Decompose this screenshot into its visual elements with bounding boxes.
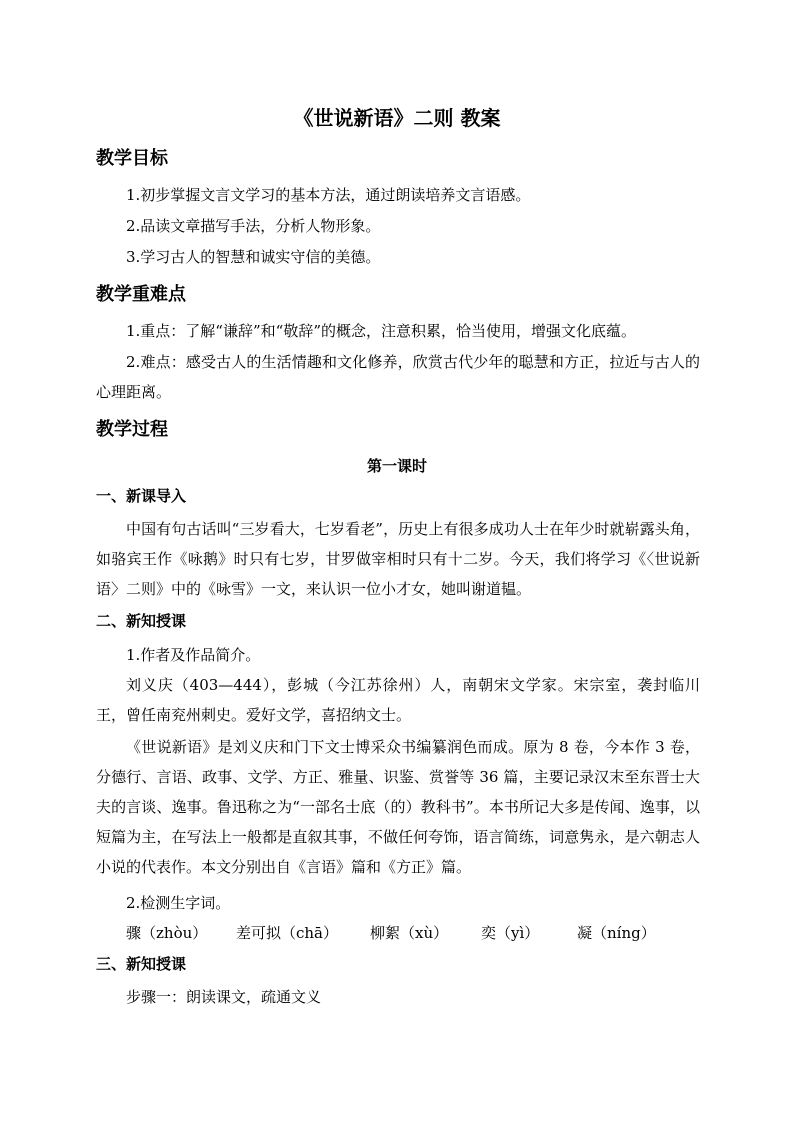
goal-item-2: 2.品读文章描写手法，分析人物形象。: [126, 217, 381, 235]
vocab-word: 柳絮（xù）: [370, 924, 449, 942]
process-heading: 教学过程: [96, 419, 168, 440]
section-heading-new-knowledge: 二、新知授课: [96, 612, 187, 630]
step-one: 步骤一：朗读课文，疏通文义: [126, 988, 322, 1006]
goal-item-1: 1.初步掌握文言文学习的基本方法，通过朗读培养文言语感。: [126, 186, 531, 204]
lesson-title: 第一课时: [366, 457, 427, 475]
vocab-word: 骤（zhòu）: [126, 924, 208, 942]
goal-item-3: 3.学习古人的智慧和诚实守信的美德。: [126, 248, 381, 266]
author-paragraph: 刘义庆（403—444），彭城（今江苏徐州）人，南朝宋文学家。宋宗室，袭封临川王，曾任南兖州刺史。爱好文学，喜招纳文士。: [96, 676, 700, 724]
goals-heading: 教学目标: [96, 148, 168, 169]
book-paragraph: 《世说新语》是刘义庆和门下文士博采众书编纂润色而成。原为 8 卷，今本作 3 卷，分德行、言语、政事、文学、方正、雅量、识鉴、赏誉等 36 篇，主要记录汉末至东晋士大夫的言谈、逸事。鲁迅称之为“一部名士底（的）教科书”。本书所记大多是传闻、逸事，以短篇为主，在写法上一般都是直叙其事，不做任何夸饰，语言简练，词意隽永，是六朝志人小说的代表作。本文分别出自《言语》篇和《方正》篇。: [96, 738, 700, 876]
section-heading-new-teaching: 三、新知授课: [96, 955, 187, 973]
author-intro-label: 1.作者及作品简介。: [126, 646, 261, 664]
vocab-label: 2.检测生字词。: [126, 894, 231, 912]
vocab-list: [126, 918, 686, 948]
key-point-1: 1.重点：了解“谦辞”和“敬辞”的概念，注意积累，恰当使用，增强文化底蕴。: [126, 322, 636, 340]
key-points-heading: 教学重难点: [96, 284, 186, 305]
intro-paragraph: 中国有句古话叫“三岁看大，七岁看老”，历史上有很多成功人士在年少时就崭露头角，如骆宾王作《咏鹅》时只有七岁，甘罗做宰相时只有十二岁。今天，我们将学习《〈世说新语〉二则》中的《咏雪》一文，来认识一位小才女，她叫谢道韫。: [96, 520, 700, 598]
section-heading-intro: 一、新课导入: [96, 487, 187, 505]
vocab-word: 差可拟（chā）: [236, 924, 339, 942]
vocab-word: 凝（níng）: [577, 924, 656, 942]
document-title: 《世说新语》二则 教案: [293, 106, 501, 130]
key-point-2: 2.难点：感受古人的生活情趣和文化修养，欣赏古代少年的聪慧和方正，拉近与古人的心理距离。: [96, 353, 700, 401]
vocab-word: 奕（yì）: [481, 924, 540, 942]
